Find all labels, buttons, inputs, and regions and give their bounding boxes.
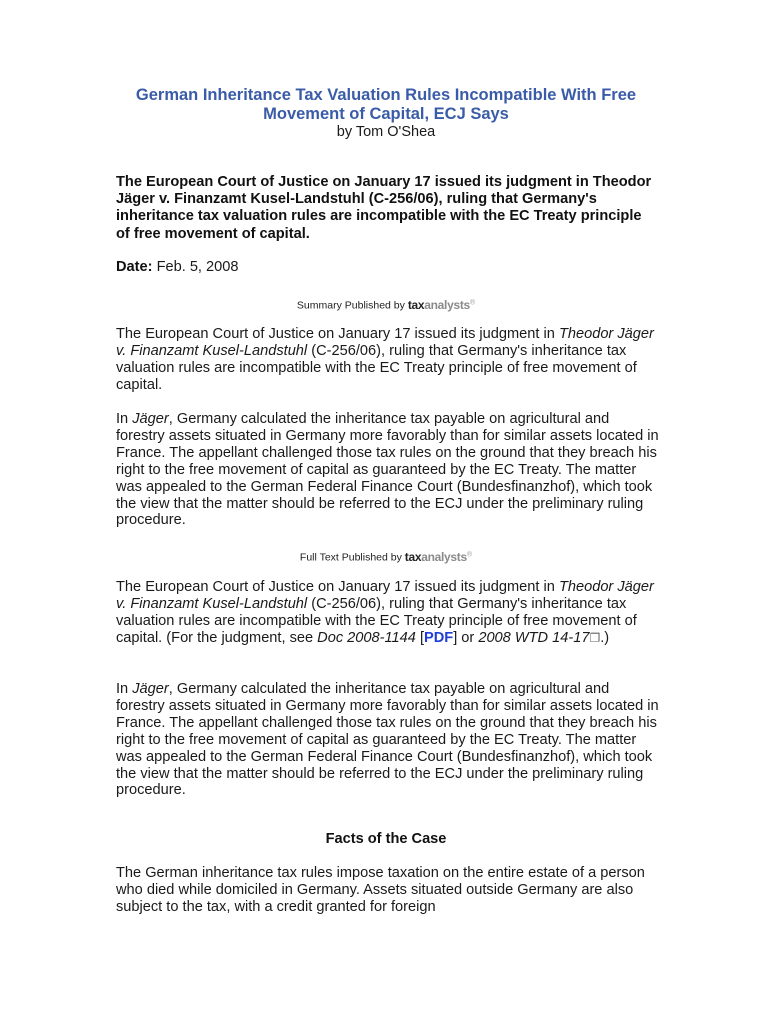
summary-paragraph-2 — [116, 411, 661, 529]
summary-paragraph-1 — [116, 326, 661, 394]
registered-mark: ® — [466, 551, 473, 558]
text: ] or — [453, 629, 479, 646]
wtd-reference: 2008 WTD 14-17 — [478, 629, 590, 646]
text: , Germany calculated the inheritance tax payable on agricultural and forestry assets situated in Germany more favorably than for similar assets located in France. The appellant challenged those tax rules on the ground that they breach his right to the free movement of capital as guaranteed by the EC Treaty. The matter was appealed to the German Federal Finance Court (Bundesfinanzhof), which took the view that the matter should be referred to the ECJ under the preliminary ruling procedure. — [116, 681, 659, 799]
fulltext-paragraph-2 — [116, 681, 661, 799]
logo-tax: tax — [407, 297, 425, 312]
logo-analysts: analysts — [421, 549, 467, 564]
facts-paragraph-1: The German inheritance tax rules impose taxation on the entire estate of a person who died while domiciled in Germany. Assets situated outside Germany are also subject to the tax, with a credit granted for foreign — [116, 865, 645, 915]
date-label: Date: — [116, 259, 153, 275]
text: (C-256/06), ruling that Germany's inheritance tax valuation rules are incompatible with the EC Treaty principle of free movement of capital. (For the judgment, see — [116, 595, 637, 646]
document-link-icon[interactable]: ❐ — [589, 630, 601, 645]
summary-publisher-credit — [116, 296, 656, 313]
article-date — [116, 259, 239, 276]
pdf-link[interactable]: PDF — [424, 629, 454, 646]
case-name: Theodor Jäger v. Finanzamt Kusel-Landstuhl — [116, 579, 654, 612]
doc-reference: Doc 2008-1144 — [317, 629, 416, 646]
credit-prefix: Summary Published by — [296, 299, 405, 312]
text: The European Court of Justice on January 17 issued its judgment in — [116, 326, 559, 342]
section-heading-facts: Facts of the Case — [325, 831, 447, 847]
text: In — [116, 681, 133, 697]
text: [ — [415, 629, 424, 646]
article-title: German Inheritance Tax Valuation Rules Incompatible With Free Movement of Capital, ECJ Says — [135, 86, 637, 123]
text: (C-256/06), ruling that Germany's inheritance tax valuation rules are incompatible with the EC Treaty principle of free movement of capital. — [116, 342, 637, 393]
logo-tax: tax — [404, 549, 422, 564]
taxanalysts-logo — [404, 549, 473, 564]
article-byline: by Tom O'Shea — [336, 124, 436, 140]
text: In — [116, 411, 133, 427]
logo-analysts: analysts — [424, 297, 470, 312]
text: .) — [600, 629, 610, 646]
fulltext-paragraph-1 — [116, 579, 661, 647]
case-name: Theodor Jäger v. Finanzamt Kusel-Landstuhl — [116, 326, 654, 359]
text: , Germany calculated the inheritance tax payable on agricultural and forestry assets situated in Germany more favorably than for similar assets located in France. The appellant challenged those tax rules on the ground that they breach his right to the free movement of capital as guaranteed by the EC Treaty. The matter was appealed to the German Federal Finance Court (Bundesfinanzhof), which took the view that the matter should be referred to the ECJ under the preliminary ruling procedure. — [116, 411, 659, 529]
date-value: Feb. 5, 2008 — [156, 259, 239, 275]
case-name-short: Jäger — [132, 411, 169, 427]
text: The European Court of Justice on January 17 issued its judgment in — [116, 579, 559, 595]
credit-prefix: Full Text Published by — [299, 551, 402, 564]
registered-mark: ® — [469, 299, 476, 306]
case-name-short: Jäger — [132, 681, 169, 697]
fulltext-publisher-credit — [116, 548, 656, 565]
article-lead: The European Court of Justice on January 17 issued its judgment in Theodor Jäger v. Finanzamt Kusel-Landstuhl (C-256/06), ruling that Germany's inheritance tax valuation rules are incompatible with the EC Treaty principle of free movement of capital. — [116, 174, 652, 242]
taxanalysts-logo — [407, 297, 476, 312]
